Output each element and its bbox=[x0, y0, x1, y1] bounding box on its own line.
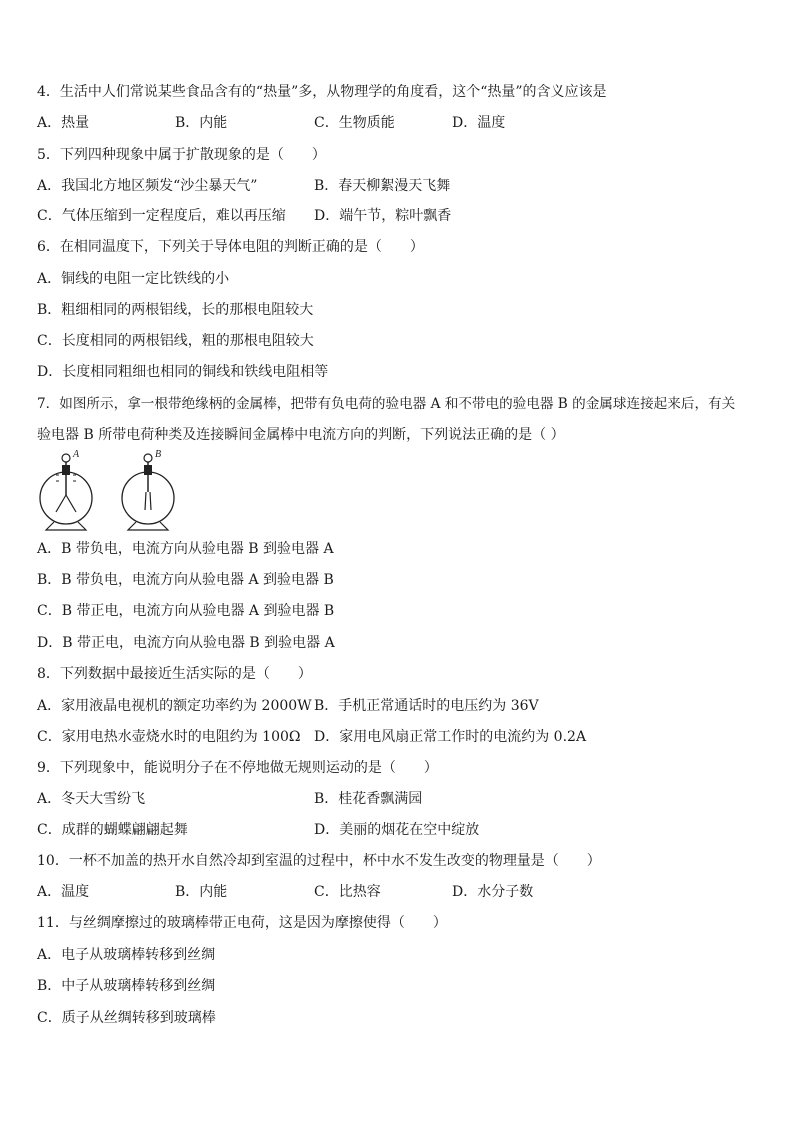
question-9-option-d: D．美丽的烟花在空中绽放 bbox=[314, 822, 480, 838]
question-6-option-c: C．长度相同的两根铝线，粗的那根电阻较大 bbox=[37, 333, 314, 349]
question-4-option-d: D．温度 bbox=[452, 115, 506, 131]
question-10-option-b: B．内能 bbox=[175, 884, 228, 900]
question-8-option-d: D．家用电风扇正常工作时的电流约为 0.2A bbox=[314, 729, 587, 745]
question-7-stem-line1: 7．如图所示，拿一根带绝缘柄的金属棒，把带有负电荷的验电器 A 和不带电的验电器 B 的金属球连接起来后，有关 bbox=[37, 396, 736, 412]
question-10-option-d: D．水分子数 bbox=[452, 884, 534, 900]
question-6-stem: 6．在相同温度下，下列关于导体电阻的判断正确的是（ ） bbox=[37, 239, 424, 255]
question-9-option-a: A．冬天大雪纷飞 bbox=[37, 791, 146, 807]
question-7-option-d: D．B 带正电，电流方向从验电器 B 到验电器 A bbox=[37, 635, 335, 651]
question-4-option-b: B．内能 bbox=[175, 115, 228, 131]
question-11-option-b: B．中子从玻璃棒转移到丝绸 bbox=[37, 978, 216, 994]
question-7-option-b: B．B 带负电，电流方向从验电器 A 到验电器 B bbox=[37, 572, 334, 588]
question-10-option-a: A．温度 bbox=[37, 884, 90, 900]
question-5-option-d: D．端午节，粽叶飘香 bbox=[314, 208, 452, 224]
question-8-option-c: C．家用电热水壶烧水时的电阻约为 100Ω bbox=[37, 729, 301, 745]
question-5-option-c: C．气体压缩到一定程度后，难以再压缩 bbox=[37, 208, 286, 224]
question-9-option-c: C．成群的蝴蝶翩翩起舞 bbox=[37, 822, 188, 838]
question-5-option-b: B．春天柳絮漫天飞舞 bbox=[314, 178, 451, 194]
question-7-stem-line2: 验电器 B 所带电荷种类及连接瞬间金属棒中电流方向的判断，下列说法正确的是（ ） bbox=[37, 427, 565, 443]
question-11-stem: 11．与丝绸摩擦过的玻璃棒带正电荷，这是因为摩擦使得（ ） bbox=[37, 915, 447, 931]
question-4-stem: 4．生活中人们常说某些食品含有的“热量”多，从物理学的角度看，这个“热量”的含义应该是 bbox=[37, 84, 607, 100]
question-6-option-d: D．长度相同粗细也相同的铜线和铁线电阻相等 bbox=[37, 364, 329, 380]
question-9-option-b: B．桂花香飘满园 bbox=[314, 791, 423, 807]
electroscope-figure bbox=[36, 450, 186, 534]
question-10-stem: 10．一杯不加盖的热开水自然冷却到室温的过程中，杯中水不发生改变的物理量是（ ） bbox=[37, 853, 601, 869]
question-8-option-b: B．手机正常通话时的电压约为 36V bbox=[314, 698, 539, 714]
question-7-option-c: C．B 带正电，电流方向从验电器 A 到验电器 B bbox=[37, 603, 335, 619]
question-4-option-a: A．热量 bbox=[37, 115, 90, 131]
question-5-option-a: A．我国北方地区频发“沙尘暴天气” bbox=[37, 178, 258, 194]
question-4-option-c: C．生物质能 bbox=[314, 115, 395, 131]
electroscope-b bbox=[122, 450, 174, 530]
question-10-option-c: C．比热容 bbox=[314, 884, 381, 900]
question-7-option-a: A．B 带负电，电流方向从验电器 B 到验电器 A bbox=[37, 541, 334, 557]
question-11-option-a: A．电子从玻璃棒转移到丝绸 bbox=[37, 947, 216, 963]
electroscope-a-label: A bbox=[73, 450, 80, 460]
question-11-option-c: C．质子从丝绸转移到玻璃棒 bbox=[37, 1010, 216, 1026]
electroscope-b-label: B bbox=[155, 450, 162, 460]
question-8-stem: 8．下列数据中最接近生活实际的是（ ） bbox=[37, 666, 312, 682]
question-9-stem: 9．下列现象中，能说明分子在不停地做无规则运动的是（ ） bbox=[37, 760, 438, 776]
electroscope-a bbox=[40, 450, 92, 530]
question-5-stem: 5．下列四种现象中属于扩散现象的是（ ） bbox=[37, 147, 326, 163]
question-6-option-a: A．铜线的电阻一定比铁线的小 bbox=[37, 271, 230, 287]
question-8-option-a: A．家用液晶电视机的额定功率约为 2000W bbox=[37, 698, 312, 714]
question-6-option-b: B．粗细相同的两根铝线，长的那根电阻较大 bbox=[37, 302, 314, 318]
